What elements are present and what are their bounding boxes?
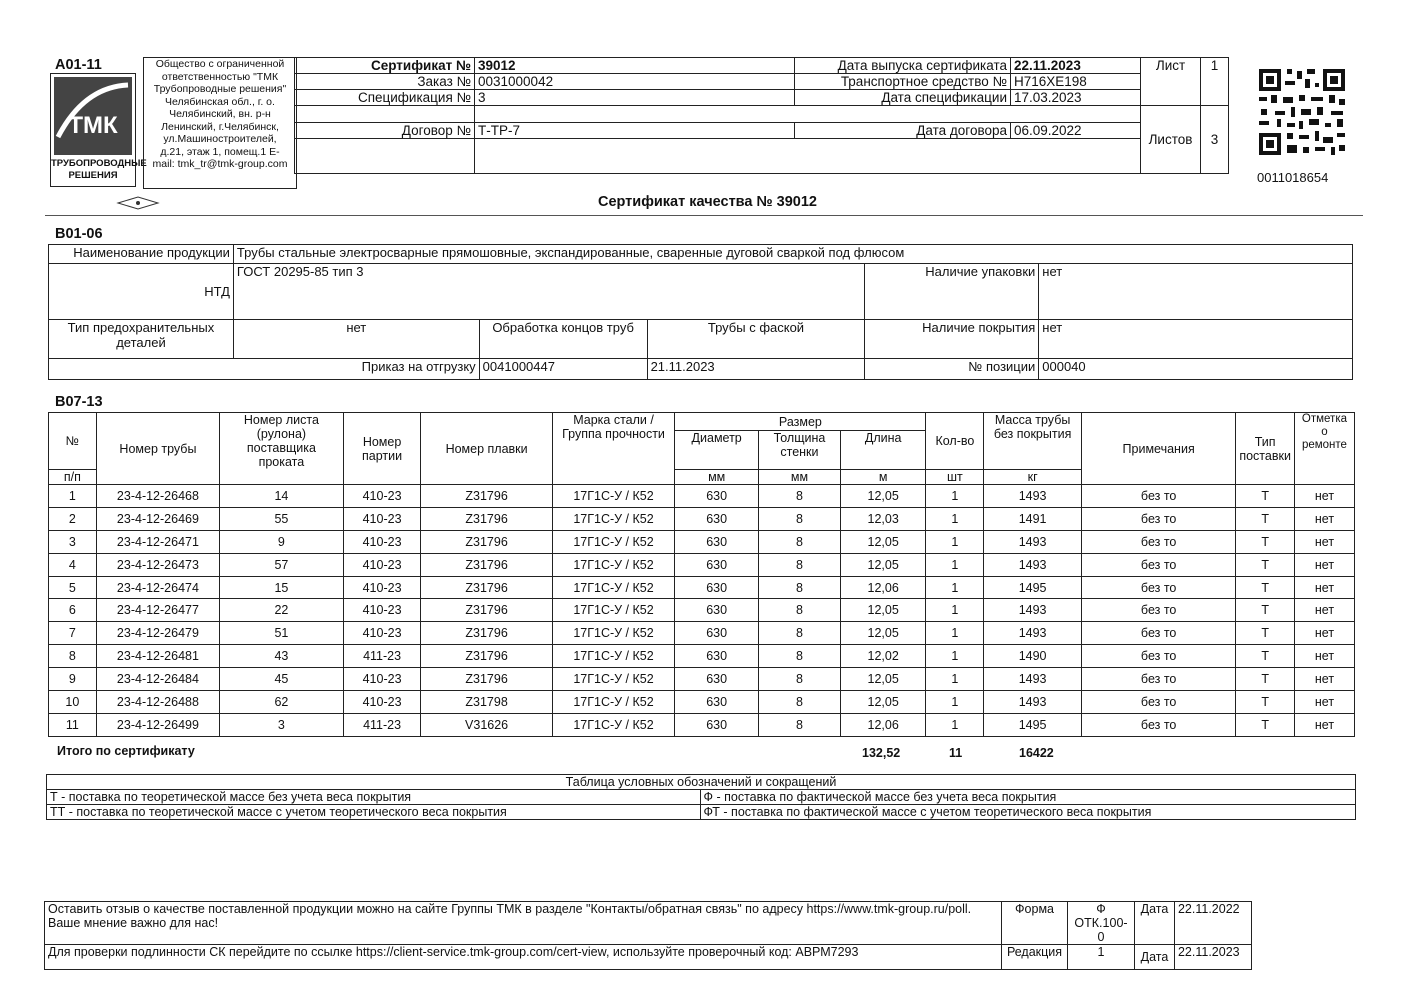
cell-repair: нет: [1294, 485, 1354, 508]
sheets-total: 3: [1201, 106, 1229, 174]
cell-heat: Z31796: [421, 530, 552, 553]
shipment-label: Приказ на отгрузку: [49, 359, 480, 380]
unit-diameter: мм: [675, 470, 759, 485]
cell-no: 11: [49, 713, 97, 736]
cell-repair: нет: [1294, 668, 1354, 691]
legend-title: Таблица условных обозначений и сокращений: [47, 775, 1356, 790]
cell-thickness: 8: [759, 599, 841, 622]
empty-cell: [295, 106, 475, 123]
cell-pipe-no: 23-4-12-26469: [96, 507, 219, 530]
legend-f: Ф - поставка по фактической массе без учета веса покрытия: [700, 790, 1356, 805]
cell-qty: 1: [926, 645, 984, 668]
cell-diameter: 630: [675, 691, 759, 714]
sheet-label: Лист: [1141, 58, 1201, 106]
cell-thickness: 8: [759, 553, 841, 576]
cell-thickness: 8: [759, 645, 841, 668]
table-row: [49, 576, 1355, 599]
cell-thickness: 8: [759, 507, 841, 530]
cell-supply-type: Т: [1236, 576, 1295, 599]
cell-length: 12,06: [840, 713, 926, 736]
header-no-sub: п/п: [49, 470, 97, 485]
cell-no: 9: [49, 668, 97, 691]
cell-no: 2: [49, 507, 97, 530]
cell-batch: 410-23: [343, 668, 421, 691]
cell-qty: 1: [926, 622, 984, 645]
header-size: Размер: [675, 413, 926, 431]
cell-repair: нет: [1294, 576, 1354, 599]
vehicle-label: Транспортное средство №: [795, 74, 1011, 90]
cell-diameter: 630: [675, 485, 759, 508]
cell-sheet-no: 15: [220, 576, 344, 599]
qr-code-icon: [1257, 67, 1347, 157]
cell-sheet-no: 62: [220, 691, 344, 714]
product-table: [48, 244, 1353, 380]
company-line: ул.Машиностроителей,: [163, 133, 277, 145]
unit-mass: кг: [984, 470, 1082, 485]
cell-pipe-no: 23-4-12-26488: [96, 691, 219, 714]
total-length: 132,52: [862, 746, 901, 760]
cell-qty: 1: [926, 485, 984, 508]
header-sheet-no: Номер листа (рулона) поставщика проката: [220, 413, 344, 485]
cell-heat: Z31796: [421, 645, 552, 668]
empty-cell: [475, 139, 1141, 174]
cell-length: 12,05: [840, 599, 926, 622]
company-line: д.21, этаж 1, помещ.1 E-: [160, 145, 280, 158]
cell-grade: 17Г1С-У / К52: [552, 691, 675, 714]
header-repair: Отметка о ремонте: [1294, 413, 1354, 485]
edition-label: Редакция: [1002, 945, 1068, 970]
cell-repair: нет: [1294, 530, 1354, 553]
table-row: [49, 645, 1355, 668]
edition-date: 22.11.2023: [1174, 945, 1251, 970]
cell-repair: нет: [1294, 713, 1354, 736]
header-heat: Номер плавки: [421, 413, 552, 485]
form-value: Ф ОТК.100-0: [1068, 902, 1135, 945]
cell-note: без то: [1081, 599, 1235, 622]
cell-heat: Z31796: [421, 485, 552, 508]
feedback-text: Оставить отзыв о качестве поставленной продукции можно на сайте Группы ТМК в разделе "Контакты/обратная связь" по адресу https://www.tmk-group.ru/poll. Ваше мнение важно для нас!: [45, 902, 1002, 945]
cell-heat: Z31796: [421, 668, 552, 691]
contract-value: Т-ТР-7: [475, 123, 795, 139]
product-name-value: Трубы стальные электросварные прямошовные, экспандированные, сваренные дуговой сваркой под флюсом: [233, 245, 1352, 264]
cell-note: без то: [1081, 622, 1235, 645]
header-grade: Марка стали / Группа прочности: [552, 413, 675, 485]
cell-mass: 1493: [984, 530, 1082, 553]
form-date: 22.11.2022: [1174, 902, 1251, 945]
cell-thickness: 8: [759, 530, 841, 553]
cell-length: 12,03: [840, 507, 926, 530]
cell-batch: 410-23: [343, 576, 421, 599]
cell-thickness: 8: [759, 485, 841, 508]
table-row: [49, 599, 1355, 622]
cell-heat: V31626: [421, 713, 552, 736]
cell-sheet-no: 51: [220, 622, 344, 645]
cell-length: 12,05: [840, 668, 926, 691]
cell-no: 8: [49, 645, 97, 668]
cell-pipe-no: 23-4-12-26473: [96, 553, 219, 576]
cell-heat: Z31796: [421, 599, 552, 622]
cell-note: без то: [1081, 530, 1235, 553]
cell-note: без то: [1081, 507, 1235, 530]
cell-batch: 410-23: [343, 553, 421, 576]
cell-pipe-no: 23-4-12-26484: [96, 668, 219, 691]
cell-no: 7: [49, 622, 97, 645]
certificate-header-table: [294, 57, 1229, 174]
cell-length: 12,06: [840, 576, 926, 599]
cell-sheet-no: 57: [220, 553, 344, 576]
cell-batch: 410-23: [343, 507, 421, 530]
cell-no: 3: [49, 530, 97, 553]
form-label: Форма: [1002, 902, 1068, 945]
cell-qty: 1: [926, 691, 984, 714]
cell-repair: нет: [1294, 599, 1354, 622]
total-label: Итого по сертификату: [57, 744, 195, 758]
total-mass: 16422: [1019, 746, 1054, 760]
cell-note: без то: [1081, 485, 1235, 508]
cell-batch: 410-23: [343, 485, 421, 508]
header-supply-type: Тип поставки: [1236, 413, 1295, 485]
spec-date-label: Дата спецификации: [795, 90, 1011, 106]
cell-diameter: 630: [675, 553, 759, 576]
order-label: Заказ №: [295, 74, 475, 90]
cell-grade: 17Г1С-У / К52: [552, 553, 675, 576]
table-row: [49, 691, 1355, 714]
cell-grade: 17Г1С-У / К52: [552, 485, 675, 508]
issue-date-value: 22.11.2023: [1011, 58, 1141, 74]
cell-supply-type: Т: [1236, 599, 1295, 622]
cell-heat: Z31796: [421, 553, 552, 576]
cell-grade: 17Г1С-У / К52: [552, 507, 675, 530]
company-line: Челябинский, вн. р-н: [169, 108, 271, 120]
header-length: Длина: [840, 431, 926, 470]
cell-supply-type: Т: [1236, 645, 1295, 668]
footer-table: [44, 901, 1252, 970]
contract-label: Договор №: [295, 123, 475, 139]
cell-length: 12,02: [840, 645, 926, 668]
cell-mass: 1493: [984, 485, 1082, 508]
cell-sheet-no: 9: [220, 530, 344, 553]
shipment-date: 21.11.2023: [647, 359, 865, 380]
cell-pipe-no: 23-4-12-26479: [96, 622, 219, 645]
contract-date-value: 06.09.2022: [1011, 123, 1141, 139]
spec-date-value: 17.03.2023: [1011, 90, 1141, 106]
legend-ft: ФТ - поставка по фактической массе с учетом теоретического веса покрытия: [700, 805, 1356, 820]
cell-no: 10: [49, 691, 97, 714]
contract-date-label: Дата договора: [795, 123, 1011, 139]
certificate-title: Сертификат качества № 39012: [597, 194, 817, 210]
cell-batch: 410-23: [343, 691, 421, 714]
cell-qty: 1: [926, 713, 984, 736]
protect-value: нет: [233, 320, 479, 359]
empty-cell: [475, 106, 1141, 123]
company-line: ответственностью "ТМК: [161, 70, 279, 83]
cell-sheet-no: 45: [220, 668, 344, 691]
cell-pipe-no: 23-4-12-26477: [96, 599, 219, 622]
cell-thickness: 8: [759, 691, 841, 714]
cell-heat: Z31796: [421, 576, 552, 599]
cell-grade: 17Г1С-У / К52: [552, 530, 675, 553]
edition-value: 1: [1068, 945, 1135, 970]
cell-repair: нет: [1294, 691, 1354, 714]
cell-qty: 1: [926, 530, 984, 553]
header-no: №: [49, 413, 97, 470]
cell-diameter: 630: [675, 668, 759, 691]
cell-diameter: 630: [675, 507, 759, 530]
cell-batch: 411-23: [343, 713, 421, 736]
cell-batch: 410-23: [343, 622, 421, 645]
cell-qty: 1: [926, 507, 984, 530]
unit-thickness: мм: [759, 470, 841, 485]
cell-supply-type: Т: [1236, 485, 1295, 508]
cell-pipe-no: 23-4-12-26468: [96, 485, 219, 508]
packing-value: нет: [1039, 264, 1353, 320]
cell-batch: 410-23: [343, 530, 421, 553]
company-logo: [50, 73, 147, 187]
cell-pipe-no: 23-4-12-26471: [96, 530, 219, 553]
table-row: [49, 507, 1355, 530]
cell-pipe-no: 23-4-12-26474: [96, 576, 219, 599]
cell-thickness: 8: [759, 576, 841, 599]
unit-length: м: [840, 470, 926, 485]
cell-supply-type: Т: [1236, 530, 1295, 553]
cell-pipe-no: 23-4-12-26499: [96, 713, 219, 736]
cell-thickness: 8: [759, 622, 841, 645]
cell-thickness: 8: [759, 668, 841, 691]
position-label: № позиции: [865, 359, 1039, 380]
cell-no: 1: [49, 485, 97, 508]
table-row: [49, 485, 1355, 508]
cell-thickness: 8: [759, 713, 841, 736]
cell-note: без то: [1081, 645, 1235, 668]
cell-qty: 1: [926, 599, 984, 622]
cell-grade: 17Г1С-У / К52: [552, 576, 675, 599]
cert-no-label: Сертификат №: [295, 58, 475, 74]
spec-label: Спецификация №: [295, 90, 475, 106]
cell-grade: 17Г1С-У / К52: [552, 668, 675, 691]
cell-no: 4: [49, 553, 97, 576]
header-batch: Номер партии: [343, 413, 421, 485]
cell-repair: нет: [1294, 553, 1354, 576]
document-code: А01-11: [55, 57, 102, 73]
cell-note: без то: [1081, 691, 1235, 714]
table-row: [49, 553, 1355, 576]
ntd-label: НТД: [49, 264, 234, 320]
packing-label: Наличие упаковки: [865, 264, 1039, 320]
sheet-no: 1: [1201, 58, 1229, 106]
ends-label: Обработка концов труб: [479, 320, 647, 359]
cell-sheet-no: 22: [220, 599, 344, 622]
cell-supply-type: Т: [1236, 553, 1295, 576]
coating-value: нет: [1039, 320, 1353, 359]
cell-mass: 1493: [984, 599, 1082, 622]
cell-no: 5: [49, 576, 97, 599]
cell-sheet-no: 14: [220, 485, 344, 508]
cell-sheet-no: 55: [220, 507, 344, 530]
cell-supply-type: Т: [1236, 507, 1295, 530]
company-line: Челябинская обл., г. о.: [165, 95, 275, 108]
sheets-label: Листов: [1141, 106, 1201, 174]
section-code-product: В01-06: [55, 226, 103, 242]
legend-table: [46, 774, 1356, 820]
shipment-no: 0041000447: [479, 359, 647, 380]
cert-no-value: 39012: [475, 58, 795, 74]
unit-qty: шт: [926, 470, 984, 485]
cell-diameter: 630: [675, 645, 759, 668]
logo-emblem: [54, 77, 132, 155]
ends-value: Трубы с фаской: [647, 320, 865, 359]
form-date-label: Дата: [1134, 902, 1174, 945]
table-row: [49, 713, 1355, 736]
cell-mass: 1495: [984, 713, 1082, 736]
cell-note: без то: [1081, 553, 1235, 576]
issue-date-label: Дата выпуска сертификата: [795, 58, 1011, 74]
logo-text: ТМК: [68, 112, 118, 139]
cell-diameter: 630: [675, 530, 759, 553]
cell-pipe-no: 23-4-12-26481: [96, 645, 219, 668]
company-line: mail: tmk_tr@tmk-group.com: [152, 158, 288, 170]
cell-length: 12,05: [840, 691, 926, 714]
header-thickness: Толщина стенки: [759, 431, 841, 470]
logo-caption: ТРУБОПРОВОДНЫЕ РЕШЕНИЯ: [51, 158, 147, 181]
cell-heat: Z31798: [421, 691, 552, 714]
company-line: Ленинский, г.Челябинск,: [161, 120, 279, 133]
coating-label: Наличие покрытия: [865, 320, 1039, 359]
cell-no: 6: [49, 599, 97, 622]
header-notes: Примечания: [1081, 413, 1235, 485]
cell-diameter: 630: [675, 622, 759, 645]
cell-length: 12,05: [840, 622, 926, 645]
cell-note: без то: [1081, 713, 1235, 736]
cell-mass: 1493: [984, 622, 1082, 645]
company-line: Общество с ограниченной: [155, 58, 285, 70]
cell-mass: 1493: [984, 691, 1082, 714]
legend-tt: ТТ - поставка по теоретической массе с учетом теоретического веса покрытия: [47, 805, 701, 820]
table-row: [49, 668, 1355, 691]
cell-sheet-no: 43: [220, 645, 344, 668]
cell-grade: 17Г1С-У / К52: [552, 622, 675, 645]
verify-text: Для проверки подлинности СК перейдите по ссылке https://client-service.tmk-group.com/cert-view, используйте проверочный код: АВРМ7293: [45, 945, 1002, 970]
vehicle-value: Н716ХЕ198: [1011, 74, 1141, 90]
cell-mass: 1490: [984, 645, 1082, 668]
cell-supply-type: Т: [1236, 691, 1295, 714]
company-line: Трубопроводные решения": [153, 83, 287, 95]
header-qty: Кол-во: [926, 413, 984, 470]
edition-date-label: Дата: [1134, 945, 1174, 970]
pipes-table: [48, 412, 1355, 737]
cell-sheet-no: 3: [220, 713, 344, 736]
legend-t: Т - поставка по теоретической массе без учета веса покрытия: [47, 790, 701, 805]
cell-batch: 410-23: [343, 599, 421, 622]
cell-grade: 17Г1С-У / К52: [552, 599, 675, 622]
cell-repair: нет: [1294, 645, 1354, 668]
divider: [45, 215, 1363, 216]
cell-diameter: 630: [675, 576, 759, 599]
spec-value: 3: [475, 90, 795, 106]
table-row: [49, 622, 1355, 645]
cell-mass: 1493: [984, 668, 1082, 691]
protect-label: Тип предохранительных деталей: [49, 320, 234, 359]
cell-repair: нет: [1294, 622, 1354, 645]
cell-qty: 1: [926, 576, 984, 599]
cell-repair: нет: [1294, 507, 1354, 530]
position-value: 000040: [1039, 359, 1353, 380]
cell-heat: Z31796: [421, 507, 552, 530]
cell-mass: 1495: [984, 576, 1082, 599]
cell-supply-type: Т: [1236, 713, 1295, 736]
cell-length: 12,05: [840, 485, 926, 508]
cell-note: без то: [1081, 576, 1235, 599]
cell-supply-type: Т: [1236, 622, 1295, 645]
cell-length: 12,05: [840, 553, 926, 576]
cell-batch: 411-23: [343, 645, 421, 668]
logo-graphic: [54, 77, 132, 155]
ntd-value: ГОСТ 20295-85 тип 3: [233, 264, 864, 320]
cell-diameter: 630: [675, 599, 759, 622]
product-name-label: Наименование продукции: [49, 245, 234, 264]
cell-qty: 1: [926, 668, 984, 691]
qr-number: 0011018654: [1257, 170, 1329, 185]
total-qty: 11: [949, 746, 963, 760]
cell-heat: Z31796: [421, 622, 552, 645]
section-code-pipes: В07-13: [55, 394, 103, 410]
cell-mass: 1491: [984, 507, 1082, 530]
empty-cell: [295, 139, 475, 174]
header-pipe-no: Номер трубы: [96, 413, 219, 485]
header-mass: Масса трубы без покрытия: [984, 413, 1082, 470]
table-row: [49, 530, 1355, 553]
cell-length: 12,05: [840, 530, 926, 553]
company-info: [143, 57, 297, 189]
cell-note: без то: [1081, 668, 1235, 691]
cell-supply-type: Т: [1236, 668, 1295, 691]
cell-grade: 17Г1С-У / К52: [552, 645, 675, 668]
cell-diameter: 630: [675, 713, 759, 736]
cell-grade: 17Г1С-У / К52: [552, 713, 675, 736]
cell-qty: 1: [926, 553, 984, 576]
order-value: 0031000042: [475, 74, 795, 90]
header-diameter: Диаметр: [675, 431, 759, 470]
cell-mass: 1493: [984, 553, 1082, 576]
